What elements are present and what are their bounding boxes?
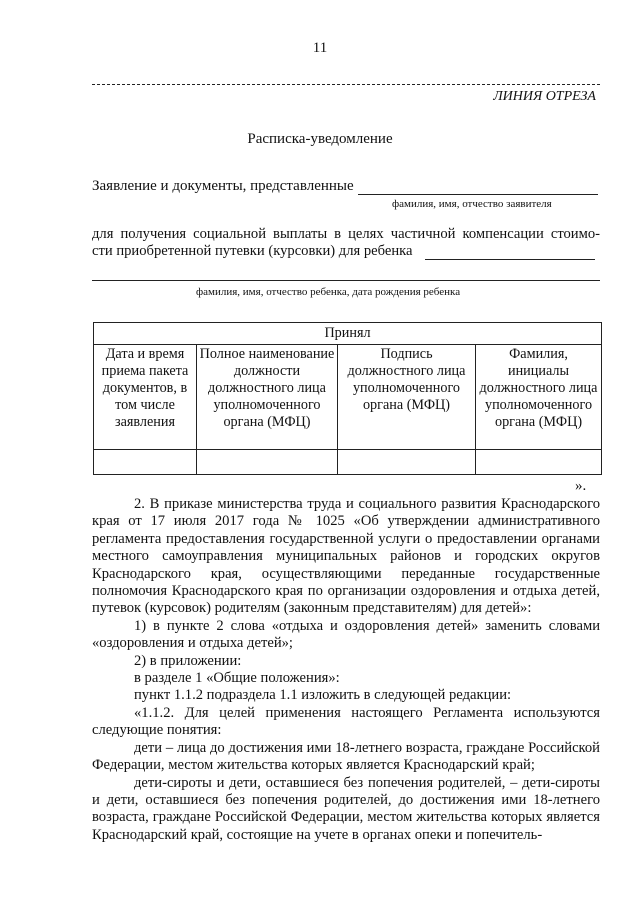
table-columns-row: [94, 345, 602, 450]
applicant-hint: фамилия, имя, отчество заявителя: [392, 198, 552, 210]
column-signature: Подпись должностного лица уполномоченного органа (МФЦ): [338, 345, 476, 450]
child-hint: фамилия, имя, отчество ребенка, дата рождения ребенка: [196, 286, 461, 298]
purpose-line-2: сти приобретенной путевки (курсовки) для ребенка: [92, 243, 413, 259]
receipt-table: [93, 322, 602, 475]
table-header-row: [94, 323, 602, 345]
column-position: Полное наименование должности должностного лица уполномоченного органа (МФЦ): [197, 345, 338, 450]
table-cell: [476, 450, 602, 475]
accepted-header: Принял: [94, 323, 602, 345]
column-official-name: Фамилия, инициалы должностного лица уполномоченного органа (МФЦ): [476, 345, 602, 450]
applicant-name-field: [358, 194, 598, 195]
purpose-text: [92, 226, 600, 243]
purpose-line-1: для получения социальной выплаты в целях частичной компенсации стоимо-: [92, 226, 600, 242]
closing-quote: ».: [575, 478, 587, 494]
paragraph-amendment: 2. В приказе министерства труда и социального развития Краснодарского края от 17 июля 2017 года № 1025 «Об утверждении административного регламента предоставления государственной услуги о предоставлении органами местного самоуправления муниципальных районов и городских округов Краснодарского края, осуществляющими переданные государственные полномочия Краснодарского края по организации оздоровления и отдыха детей, путевок (курсовок) родителям (законным представителям) для детей»:: [92, 496, 600, 617]
paragraph-definition-children: дети – лица до достижения ими 18-летнего возраста, граждане Российской Федерации, местом жительства которых является Краснодарский край;: [92, 739, 600, 774]
cut-line-label: ЛИНИЯ ОТРЕЗА: [493, 89, 596, 104]
paragraph-definitions-intro: «1.1.2. Для целей применения настоящего Регламента используются следующие понятия:: [92, 704, 600, 739]
body-text: [92, 496, 600, 844]
child-name-field-2: [92, 280, 600, 281]
cut-line: [92, 84, 600, 85]
receipt-title: Расписка-уведомление: [247, 131, 393, 147]
table-row: [94, 450, 602, 475]
statement-label: Заявление и документы, представленные: [92, 178, 354, 194]
paragraph-section-1: в разделе 1 «Общие положения»:: [134, 670, 340, 687]
paragraph-point-1-1-2: пункт 1.1.2 подраздела 1.1 изложить в следующей редакции:: [134, 687, 512, 704]
table-cell: [94, 450, 197, 475]
page-number: 11: [312, 40, 328, 56]
paragraph-definition-orphans: дети-сироты и дети, оставшиеся без попечения родителей, – дети-сироты и дети, оставшиеся без попечения родителей, до достижения ими 18-летнего возраста, граждане Российской Федерации, местом жительства которых является Краснодарский край, состоящие на учете в органах опеки и попечитель-: [92, 774, 600, 843]
table-cell: [197, 450, 338, 475]
column-date-time: Дата и время приема пакета документов, в том числе заявления: [94, 345, 197, 450]
paragraph-item-1: 1) в пункте 2 слова «отдыха и оздоровления детей» заменить словами «оздоровления и отдыха детей»;: [92, 617, 600, 652]
table-cell: [338, 450, 476, 475]
child-name-field-1: [425, 259, 595, 260]
paragraph-item-2: 2) в приложении:: [134, 652, 242, 669]
